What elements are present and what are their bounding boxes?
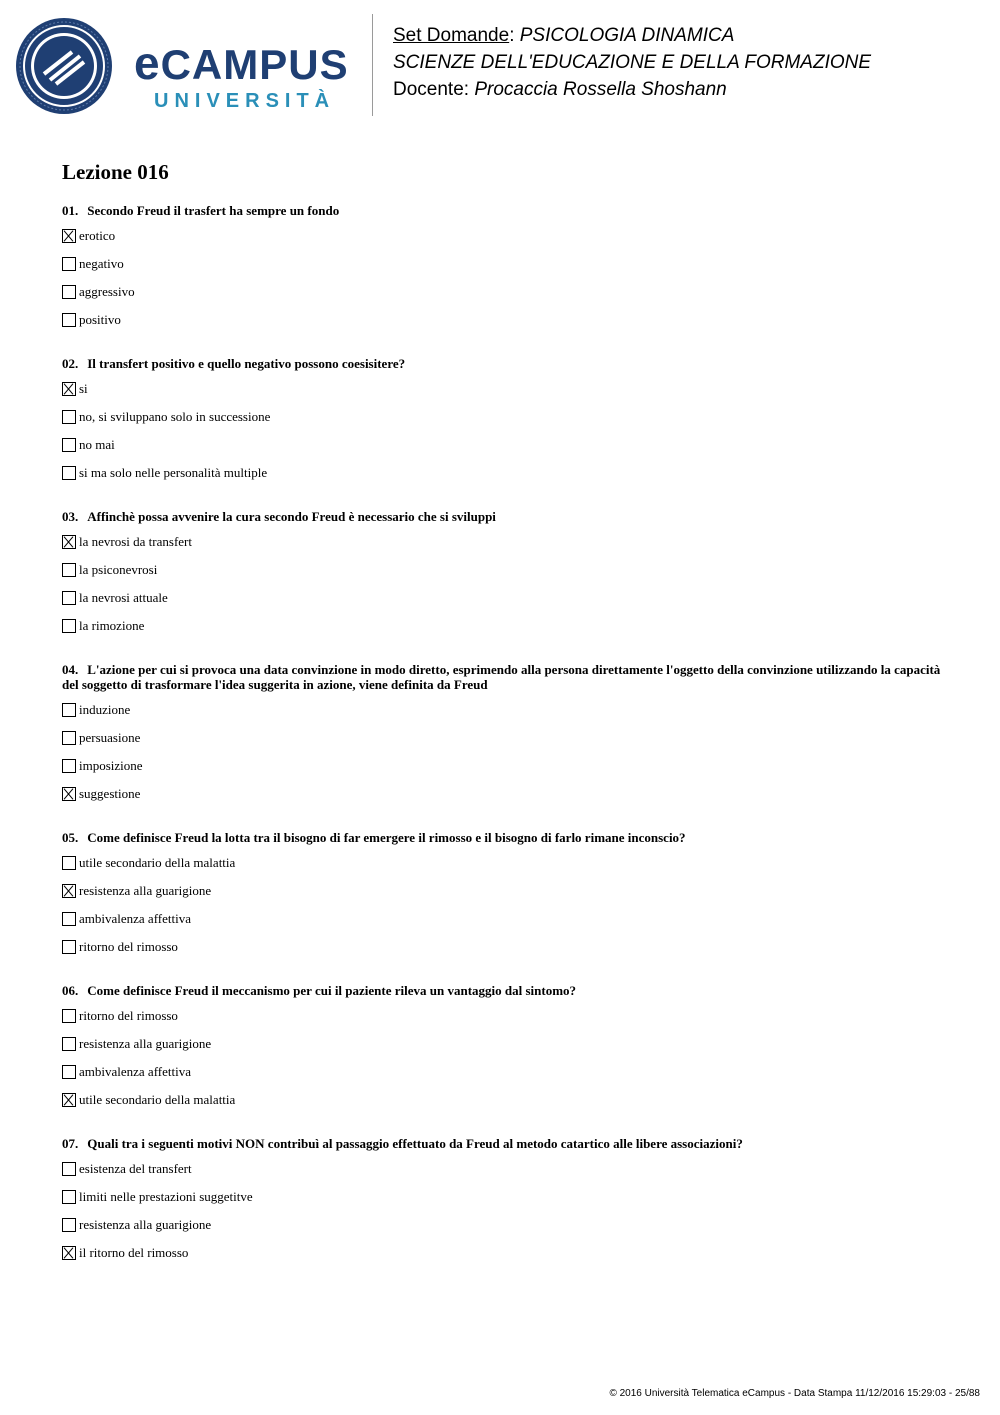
answer-option[interactable] [62,1088,942,1116]
answer-option[interactable] [62,1241,942,1269]
option-label: ambivalenza affettiva [79,911,192,926]
option-label: la rimozione [79,618,145,633]
answer-option[interactable] [62,530,942,558]
option-label: imposizione [79,758,143,773]
question-text [62,830,942,845]
course-name: PSICOLOGIA DINAMICA [519,25,735,46]
checkbox[interactable] [62,1190,76,1204]
option-label: resistenza alla guarigione [79,883,212,898]
answer-option[interactable] [62,907,942,935]
option-label: la nevrosi da transfert [79,534,192,549]
option-label: si [79,381,88,396]
option-label: positivo [79,312,121,327]
question-label: Affinchè possa avvenire la cura secondo Freud è necessario che si sviluppi [87,509,496,524]
answer-option[interactable] [62,698,942,726]
question-6 [62,983,942,1116]
answer-option[interactable] [62,224,942,252]
checkbox[interactable] [62,410,76,424]
checkbox[interactable] [62,703,76,717]
brand-e: e [134,37,161,89]
checkbox[interactable] [62,856,76,870]
option-label: la nevrosi attuale [79,590,168,605]
option-label: negativo [79,256,124,271]
question-number: 06. [62,983,79,998]
question-list [62,203,942,1289]
checked-checkbox[interactable] [62,229,76,243]
question-text [62,509,942,524]
teacher-name: Procaccia Rossella Shoshann [474,79,727,100]
option-label: ambivalenza affettiva [79,1064,192,1079]
answer-option[interactable] [62,782,942,810]
checkbox[interactable] [62,285,76,299]
checkbox[interactable] [62,1037,76,1051]
question-label: Come definisce Freud il meccanismo per cui il paziente rileva un vantaggio dal sintomo? [87,983,577,998]
question-1 [62,203,942,336]
set-label: Set Domande [393,25,510,46]
option-label: ritorno del rimosso [79,939,178,954]
checked-checkbox[interactable] [62,1093,76,1107]
answer-option[interactable] [62,1157,942,1185]
option-label: persuasione [79,730,141,745]
answer-option[interactable] [62,586,942,614]
option-label: resistenza alla guarigione [79,1217,212,1232]
brand-wordmark [134,37,349,113]
question-7 [62,1136,942,1269]
question-text [62,1136,942,1151]
checked-checkbox[interactable] [62,1246,76,1260]
answer-option[interactable] [62,614,942,642]
set-line [393,22,871,49]
question-number: 04. [62,662,79,677]
checkbox[interactable] [62,1065,76,1079]
answer-option[interactable] [62,1185,942,1213]
option-label: erotico [79,228,116,243]
question-text [62,356,942,371]
answer-option[interactable] [62,1060,942,1088]
answer-option[interactable] [62,252,942,280]
checkbox[interactable] [62,563,76,577]
checkbox[interactable] [62,257,76,271]
option-label: resistenza alla guarigione [79,1036,212,1051]
teacher-label: Docente: [393,79,475,100]
checkbox[interactable] [62,912,76,926]
option-label: limiti nelle prestazioni suggetitve [79,1189,253,1204]
answer-option[interactable] [62,405,942,433]
lesson-title: Lezione 016 [62,160,169,184]
answer-option[interactable] [62,377,942,405]
faculty-name: SCIENZE DELL'EDUCAZIONE E DELLA FORMAZIONE [393,52,872,73]
question-text [62,203,942,218]
teacher-line [393,76,871,103]
option-label: ritorno del rimosso [79,1008,178,1023]
answer-option[interactable] [62,754,942,782]
option-label: utile secondario della malattia [79,1092,236,1107]
checked-checkbox[interactable] [62,382,76,396]
checkbox[interactable] [62,438,76,452]
document-header [393,22,871,103]
answer-option[interactable] [62,935,942,963]
question-label: Quali tra i seguenti motivi NON contribuì al passaggio effettuato da Freud al metodo catartico alle libere associazioni? [87,1136,743,1151]
option-label: suggestione [79,786,141,801]
answer-option[interactable] [62,461,942,489]
checkbox[interactable] [62,466,76,480]
checkbox[interactable] [62,1009,76,1023]
brand-name: CAMPUS [160,41,349,88]
answer-option[interactable] [62,1004,942,1032]
answer-option[interactable] [62,851,942,879]
answer-option[interactable] [62,1213,942,1241]
option-label: no, si sviluppano solo in successione [79,409,271,424]
ecampus-logo [14,14,359,118]
question-number: 02. [62,356,79,371]
option-label: aggressivo [79,284,135,299]
checked-checkbox[interactable] [62,535,76,549]
checkbox[interactable] [62,940,76,954]
answer-option[interactable] [62,1032,942,1060]
question-number: 05. [62,830,79,845]
answer-option[interactable] [62,280,942,308]
question-number: 03. [62,509,79,524]
checked-checkbox[interactable] [62,787,76,801]
question-text [62,983,942,998]
checkbox[interactable] [62,759,76,773]
option-label: il ritorno del rimosso [79,1245,189,1260]
option-label: no mai [79,437,115,452]
answer-option[interactable] [62,558,942,586]
question-4 [62,662,942,810]
answer-option[interactable] [62,726,942,754]
set-colon: : [509,25,520,46]
checkbox[interactable] [62,591,76,605]
checkbox[interactable] [62,1218,76,1232]
question-2 [62,356,942,489]
question-3 [62,509,942,642]
page-footer: © 2016 Università Telematica eCampus - Data Stampa 11/12/2016 15:29:03 - 25/88 [609,1388,980,1399]
question-number: 07. [62,1136,79,1151]
option-label: la psiconevrosi [79,562,158,577]
option-label: induzione [79,702,131,717]
checkbox[interactable] [62,731,76,745]
question-5 [62,830,942,963]
question-text [62,662,942,692]
question-label: Secondo Freud il trasfert ha sempre un fondo [87,203,340,218]
question-label: Il transfert positivo e quello negativo possono coesisitere? [87,356,406,371]
header-divider [372,14,373,116]
option-label: esistenza del transfert [79,1161,192,1176]
question-number: 01. [62,203,79,218]
checkbox[interactable] [62,1162,76,1176]
option-label: utile secondario della malattia [79,855,236,870]
checkbox[interactable] [62,313,76,327]
checked-checkbox[interactable] [62,884,76,898]
brand-subtitle: UNIVERSITÀ [154,90,336,112]
university-seal-icon [14,16,118,116]
checkbox[interactable] [62,619,76,633]
answer-option[interactable] [62,308,942,336]
question-label: L'azione per cui si provoca una data convinzione in modo diretto, esprimendo alla persona direttamente l'oggetto della convinzione utilizzando la capacità del soggetto di trasformare l'idea suggerita in azione, viene definita da Freud [62,662,941,692]
option-label: si ma solo nelle personalità multiple [79,465,268,480]
question-label: Come definisce Freud la lotta tra il bisogno di far emergere il rimosso e il bisogno di farlo rimane inconscio? [87,830,686,845]
answer-option[interactable] [62,879,942,907]
answer-option[interactable] [62,433,942,461]
